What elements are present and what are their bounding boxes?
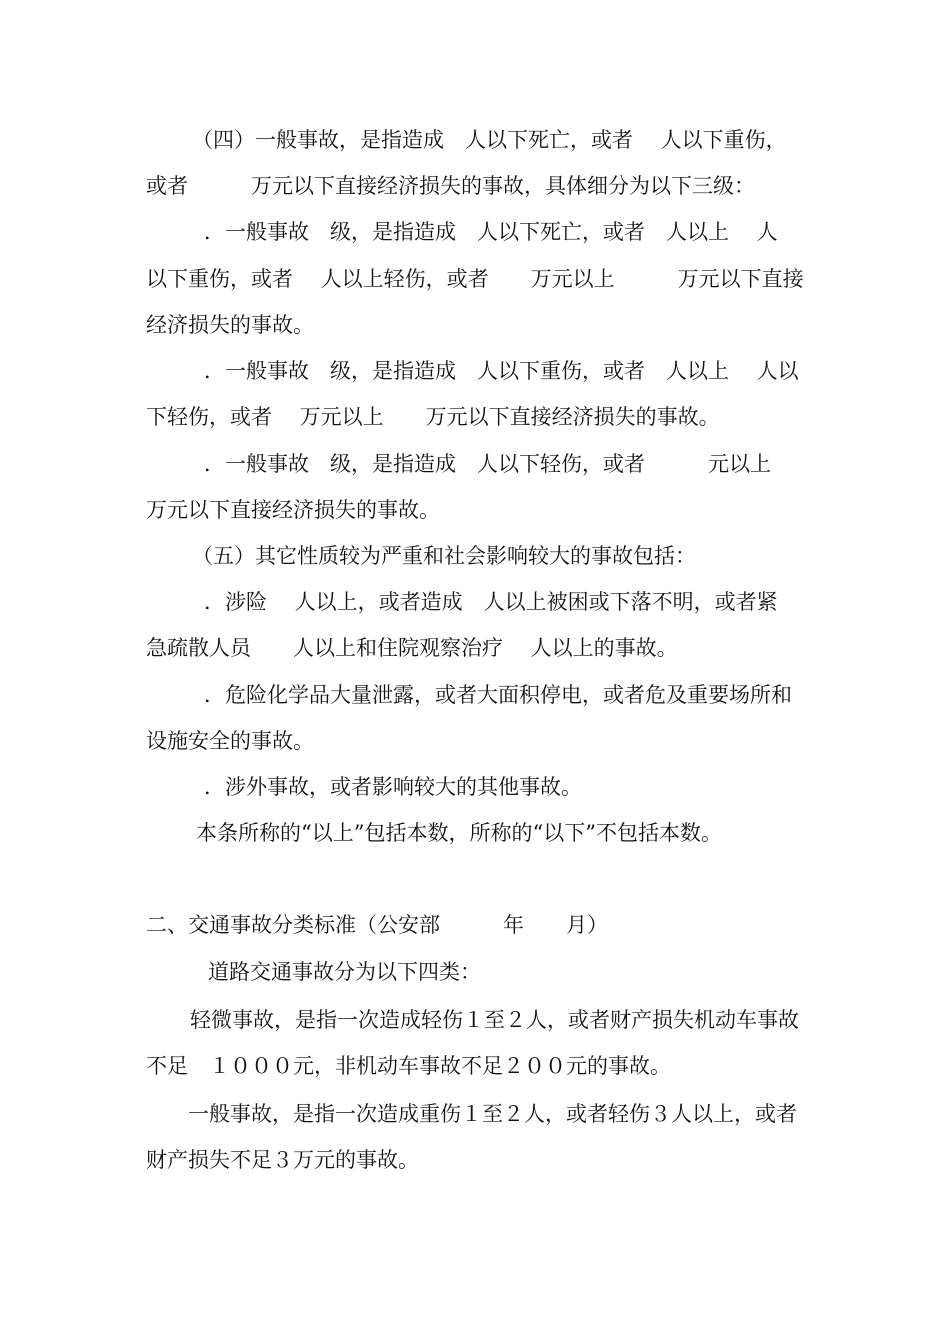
paragraph-line: 下轻伤，或者 万元以上 万元以下直接经济损失的事故。 (146, 405, 720, 429)
paragraph-line: 经济损失的事故。 (146, 313, 314, 337)
paragraph-line: ．一般事故 级，是指造成 人以下死亡，或者 人以上 人 (204, 220, 778, 244)
paragraph-line: 不足 １０００元，非机动车事故不足２００元的事故。 (146, 1054, 671, 1078)
paragraph-line: ．危险化学品大量泄露，或者大面积停电，或者危及重要场所和 (204, 683, 792, 707)
paragraph-line: 设施安全的事故。 (146, 729, 314, 753)
paragraph-line: ．涉外事故，或者影响较大的其他事故。 (204, 775, 582, 799)
paragraph-line: （四）一般事故，是指造成 人以下死亡，或者 人以下重伤， (192, 128, 787, 152)
paragraph-line: 以下重伤，或者 人以上轻伤，或者 万元以上 万元以下直接 (146, 267, 804, 291)
paragraph-line: 万元以下直接经济损失的事故。 (146, 498, 440, 522)
paragraph-line: ．涉险 人以上，或者造成 人以上被困或下落不明，或者紧 (204, 590, 778, 614)
paragraph-line: 轻微事故，是指一次造成轻伤１至２人，或者财产损失机动车事故 (190, 1008, 799, 1032)
paragraph-line: 或者 万元以下直接经济损失的事故，具体细分为以下三级： (146, 174, 755, 198)
paragraph-line: 一般事故，是指一次造成重伤１至２人，或者轻伤３人以上，或者 (188, 1102, 797, 1126)
paragraph-line: 道路交通事故分为以下四类： (208, 960, 481, 984)
paragraph-line: 急疏散人员 人以上和住院观察治疗 人以上的事故。 (146, 636, 678, 660)
paragraph-line: 财产损失不足３万元的事故。 (146, 1148, 419, 1172)
note-line: 本条所称的“以上”包括本数，所称的“以下”不包括本数。 (196, 821, 722, 845)
section-heading: 二、交通事故分类标准（公安部 年 月） (146, 913, 608, 937)
paragraph-line: ．一般事故 级，是指造成 人以下重伤，或者 人以上 人以 (204, 359, 799, 383)
section-heading: （五）其它性质较为严重和社会影响较大的事故包括： (192, 544, 696, 568)
paragraph-line: ．一般事故 级，是指造成 人以下轻伤，或者 元以上 (204, 452, 771, 476)
